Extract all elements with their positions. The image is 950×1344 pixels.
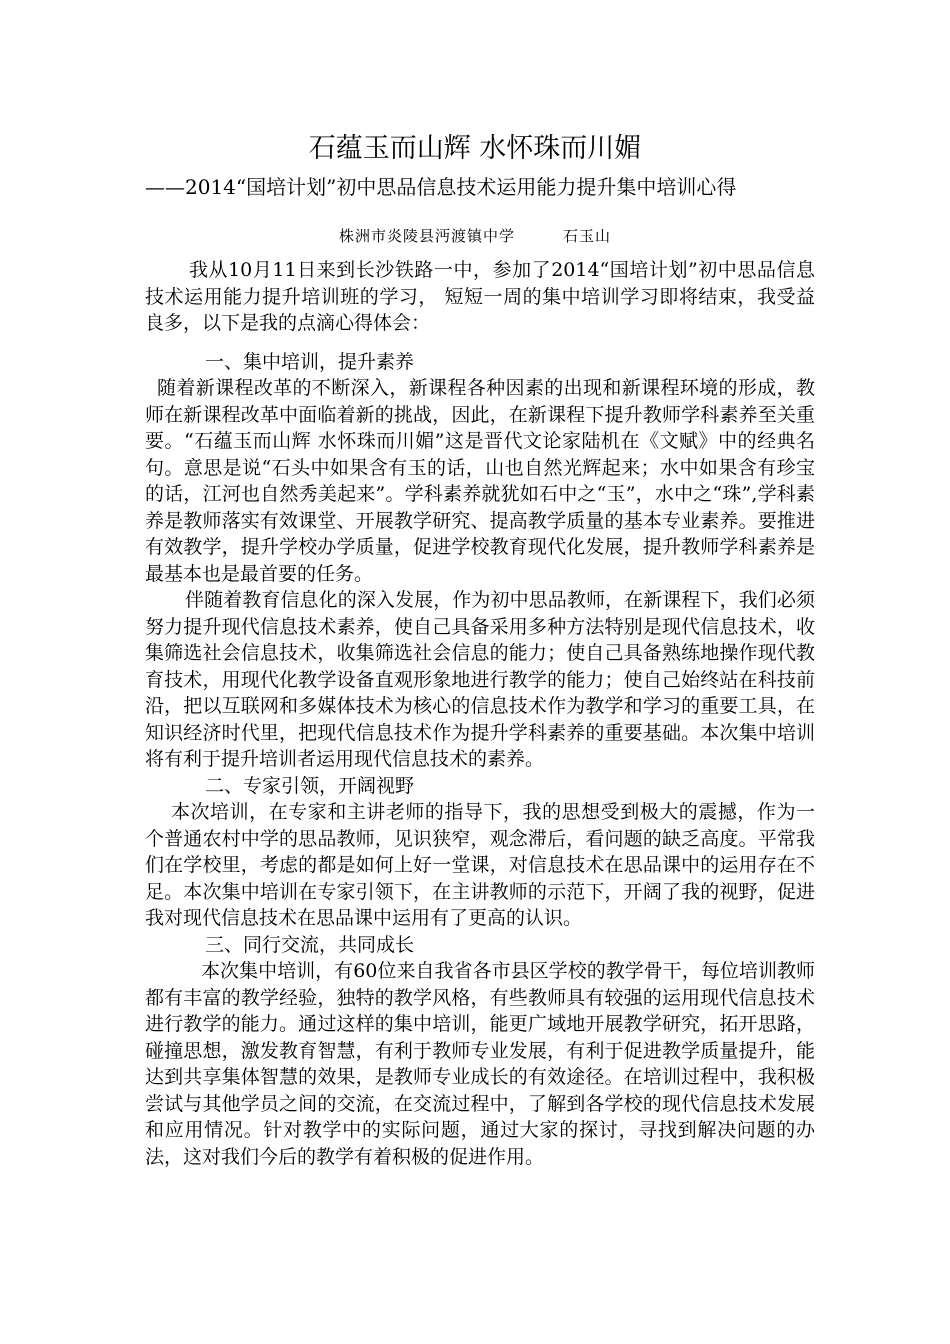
section-1-paragraph-1: 随着新课程改革的不断深入，新课程各种因素的出现和新课程环境的形成，教师在新课程改革中面临着新的挑战，因此，在新课程下提升教师学科素养至关重要。“石蕴玉而山辉 水怀珠而川媚”这是晋代文论家陆机在《文赋》中的经典名句。意思是说“石头中如果含有玉的话，山也自然光辉起来；水中如果含有珍宝的话，江河也自然秀美起来”。学科素养就犹如石中之“玉”，水中之“珠”,学科素养是教师落实有效课堂、开展教学研究、提高教学质量的基本专业素养。要推进有效教学，提升学校办学质量，促进学校教育现代化发展，提升教师学科素养是最基本也是最首要的任务。 — [145, 377, 815, 585]
section-heading-2: 二、专家引领，开阔视野 — [205, 774, 415, 797]
document-title: 石蕴玉而山辉 水怀珠而川媚 — [308, 133, 642, 164]
byline — [0, 226, 950, 246]
section-3-paragraph-1: 本次集中培训，有60位来自我省各市县区学校的教学骨干，每位培训教师都有丰富的教学经验，独特的教学风格，有些教师具有较强的运用现代信息技术进行教学的能力。通过这样的集中培训，能更广域地开展教学研究，拓开思路，碰撞思想，激发教育智慧，有利于教师专业发展，有利于促进教学质量提升，能达到共享集体智慧的效果，是教师专业成长的有效途径。在培训过程中，我积极尝试与其他学员之间的交流，在交流过程中，了解到各学校的现代信息技术发展和应用情况。针对教学中的实际问题，通过大家的探讨，寻找到解决问题的办法，这对我们今后的教学有着积极的促进作用。 — [145, 960, 815, 1168]
section-2-paragraph-1: 本次培训，在专家和主讲老师的指导下，我的思想受到极大的震撼，作为一个普通农村中学的思品教师，见识狭窄，观念滞后，看问题的缺乏高度。平常我们在学校里，考虑的都是如何上好一堂课，对信息技术在思品课中的运用存在不足。本次集中培训在专家引领下，在主讲教师的示范下，开阔了我的视野，促进我对现代信息技术在思品课中运用有了更高的认识。 — [145, 801, 815, 929]
section-heading-3: 三、同行交流，共同成长 — [205, 933, 415, 956]
document-subtitle: ——2014“国培计划”初中思品信息技术运用能力提升集中培训心得 — [145, 175, 737, 199]
document-body — [145, 257, 815, 1170]
byline-author: 石玉山 — [563, 227, 612, 245]
section-1-paragraph-2: 伴随着教育信息化的深入发展，作为初中思品教师，在新课程下，我们必须努力提升现代信息技术素养，使自己具备采用多种方法特别是现代信息技术，收集筛选社会信息技术，收集筛选社会信息的能力；使自己具备熟练地操作现代教育技术，用现代化教学设备直观形象地进行教学的能力；使自己始终站在科技前沿，把以互联网和多媒体技术为核心的信息技术作为教学和学习的重要工具，在知识经济时代里，把现代信息技术作为提升学科素养的重要基础。本次集中培训将有利于提升培训者运用现代信息技术的素养。 — [145, 589, 815, 770]
section-heading-1: 一、集中培训，提升素养 — [205, 350, 415, 373]
byline-school: 株洲市炎陵县沔渡镇中学 — [338, 227, 515, 245]
intro-paragraph: 我从10月11日来到长沙铁路一中，参加了2014“国培计划”初中思品信息技术运用能力提升培训班的学习， 短短一周的集中培训学习即将结束，我受益良多，以下是我的点滴心得体会： — [145, 259, 815, 334]
